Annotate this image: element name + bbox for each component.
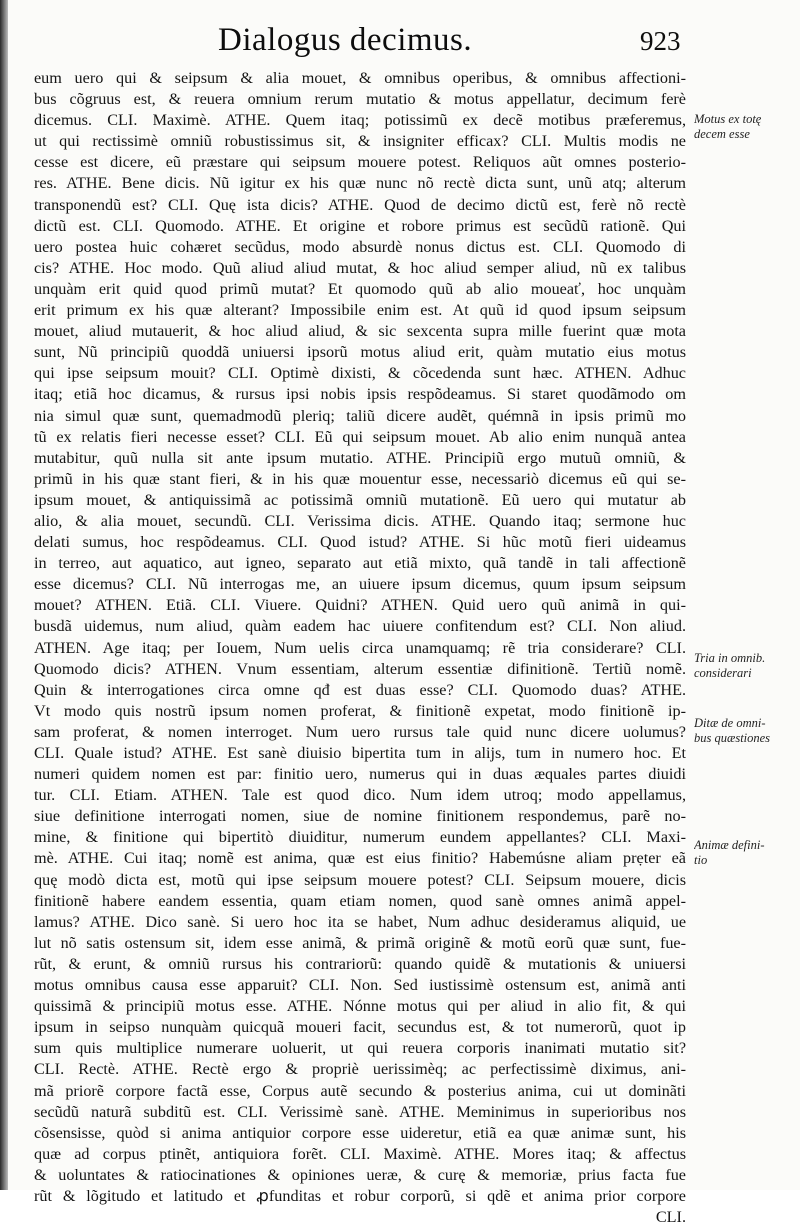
- margin-note-line: tio: [694, 853, 708, 867]
- text-line: CLI. Rectè. ATHE. Rectè ergo & propriè uerissimèq; ac perfectissimè diximus, ani-: [34, 1060, 686, 1079]
- text-line: uero postea huic cohæret secũdus, modo absurdè nonus dictus est. CLI. Quomodo di: [34, 237, 686, 256]
- main-text-block: [34, 68, 686, 1228]
- text-line: & uoluntates & ratiocinationes & opiniones ueræ, & curę & memoriæ, prius facta fue: [34, 1165, 686, 1184]
- text-line: dicemus. CLI. Maximè. ATHE. Quem itaq; potissimũ ex decẽ motibus præferemus,: [34, 111, 686, 130]
- margin-note: [694, 838, 794, 868]
- text-line: lamus? ATHE. Dico sanè. Si uero hoc ita se habet, Num adhuc desideramus aliquid, ue: [34, 912, 686, 931]
- text-line: quę modò dicta est, motũ qui ipse seipsum mouere potest? CLI. Seipsum mouere, dicis: [34, 870, 686, 889]
- text-line: ipsum mouet, & antiquissimã ac potissimã omniũ mutationẽ. Eũ uero qui mutatur ab: [34, 490, 686, 509]
- text-line: rũt & lõgitudo et latitudo et ꝓfunditas et robur corporũ, si qdẽ et anima prior corpore: [34, 1186, 686, 1205]
- text-line: res. ATHE. Bene dicis. Nũ igitur ex his quæ nunc nõ rectè dicta sunt, unũ atq; alterum: [34, 174, 686, 193]
- text-line: quissimã & principiũ motus esse. ATHE. Nónne motus qui per aliud in alio fit, & qui: [34, 997, 686, 1016]
- page-number: 923: [640, 26, 681, 56]
- page-binding-shadow: [0, 0, 8, 1190]
- text-line: nia simul quæ sunt, quemadmodũ pleriq; taliũ dicere audẽt, quémnã in ipsis primũ mo: [34, 406, 686, 425]
- text-line: CLI. Quale istud? ATHE. Est sanè diuisio bipertita tum in alijs, tum in numero hoc. Et: [34, 744, 686, 762]
- text-line: sam proferat, & nomen interroget. Num uero rursus tale quid nunc dicere uolumus?: [34, 722, 686, 741]
- text-line: cõsensisse, quòd si anima antiquior corpore esse uideretur, etiã ea quæ animæ sunt, his: [34, 1123, 686, 1142]
- margin-note: [694, 716, 794, 746]
- text-line: transponendũ est? CLI. Quę ista dicis? ATHE. Quod de decimo dictũ est, ferè nõ rectè: [34, 195, 686, 214]
- text-line: alio, & alia mouet, secundũ. CLI. Verissima dicis. ATHE. Quando itaq; sermone huc: [34, 511, 686, 530]
- text-line: mè. ATHE. Cui itaq; nomẽ est anima, quæ est eius finitio? Habemúsne aliam prẹter eã: [34, 849, 686, 868]
- running-header: [0, 22, 800, 62]
- text-line: bus cõgruus est, & reuera omnium rerum mutatio & motus appellatur, decimum ferè: [34, 90, 686, 109]
- text-line: rũt, & erunt, & omniũ rursus his contrariorũ: quando quidẽ & mutationis & uniuersi: [34, 954, 686, 973]
- text-line: cesse est dicere, eũ præstare qui seipsum mouere potest. Reliquos aũt omnes posterio-: [34, 153, 686, 172]
- text-line: quæ ad corpus ptinẽt, antiquiora forẽt. CLI. Maximè. ATHE. Mores itaq; & affectus: [34, 1144, 686, 1163]
- margin-note-line: Animæ defini-: [694, 838, 765, 852]
- margin-note-line: Tria in omnib.: [694, 651, 766, 665]
- margin-note: [694, 651, 794, 681]
- text-line: in terreo, aut aquatico, aut igneo, separato aut etiã mixto, quã tandẽ in tali affectionẽ: [34, 554, 686, 573]
- text-line: motus omnibus causa esse apparuit? CLI. Non. Sed iustissimè ostensum est, animã anti: [34, 976, 686, 995]
- text-line: ATHEN. Age itaq; per Iouem, Num uelis circa unamquamq; rẽ tria considerare? CLI.: [34, 638, 686, 657]
- text-line: mine, & finitione qui bipertitò diuiditur, numerum eundem appellantes? CLI. Maxi-: [34, 828, 686, 847]
- text-line: tũ ex relatis fieri necesse esset? CLI. Eũ qui seipsum mouet. Ab alio enim nunquã antea: [34, 427, 686, 446]
- text-line: CLI.: [655, 1208, 686, 1227]
- text-line: unquàm erit quid quod primũ mutat? Et quomodo quũ ab alio moueať, hoc unquàm: [34, 279, 686, 298]
- margin-note-line: considerari: [694, 666, 752, 680]
- page-title: Dialogus decimus.: [218, 22, 473, 58]
- margin-note-line: Motus ex totę: [694, 112, 762, 126]
- text-line: ut qui rectissimè omniũ robustissimus sit, & insigniter efficax? CLI. Multis modis ne: [34, 132, 686, 151]
- text-line: qui ipse seipsum mouit? CLI. Optimè dixisti, & cõcedenda sunt hæc. ATHEN. Adhuc: [34, 364, 686, 383]
- text-line: secũdũ naturã subditũ est. CLI. Verissimè sanè. ATHE. Meminimus in superioribus nos: [34, 1102, 686, 1121]
- text-line: itaq; etiã hoc dicamus, & rursus ipsi nobis ipsis respõdeamus. Si staret quodãmodo om: [34, 385, 686, 404]
- text-line: mã priorẽ corpore factã esse, Corpus autẽ secundo & posterius anima, cui ut dominãti: [34, 1081, 686, 1100]
- text-line: delati sumus, hoc respõdeamus. CLI. Quod istud? ATHE. Si hũc motũ fieri uideamus: [34, 533, 686, 552]
- margin-note-line: decem esse: [694, 127, 750, 141]
- text-line: ipsum in seipso nunquàm quicquã moueri facit, secundus est, & tot numerorũ, quot ip: [34, 1018, 686, 1037]
- margin-note: [694, 112, 794, 142]
- text-line: tur. CLI. Etiam. ATHEN. Tale est quod dico. Num idem utroq; modo appellamus,: [34, 786, 686, 805]
- text-line: busdã uidemus, num aliud, quàm eadem hac uiuere confitendum est? CLI. Non aliud.: [34, 617, 686, 636]
- text-line: Vt modo quis nostrũ ipsum nomen proferat, & finitionẽ expetat, modo finitionẽ ip-: [34, 701, 686, 720]
- text-line: mouet? ATHEN. Etiã. CLI. Viuere. Quidni? ATHEN. Quid uero quũ animã in qui-: [34, 596, 686, 615]
- text-line: erit primum ex his quæ alterant? Impossibile enim est. At quũ id quod ipsum seipsum: [34, 301, 686, 320]
- text-line: sunt, Nũ principiũ quoddã uniuersi ipsorũ motus aliud erit, quàm mutatio eius motus: [34, 343, 686, 362]
- text-line: lut nõ satis ostensum sit, idem esse animã, & primã originẽ & motũ eorũ quæ sunt, fue-: [34, 933, 686, 952]
- text-line: siue definitione interrogati nomen, siue de nomine finitionem respondemus, parẽ no-: [34, 807, 686, 826]
- margin-note-line: Ditæ de omni-: [694, 716, 766, 730]
- text-line: numeri quidem nomen est par: finitio uero, numerus qui in duas æquales partes diuidi: [34, 765, 686, 784]
- text-line: mouet, aliud mutauerit, & hoc aliud aliud, & sic sexcenta supra mille fuerint quæ mota: [34, 322, 686, 341]
- text-line: eum uero qui & seipsum & alia mouet, & omnibus operibus, & omnibus affectioni-: [34, 69, 686, 87]
- text-line: cis? ATHE. Hoc modo. Quũ aliud aliud mutat, & hoc aliud semper aliud, nũ ex talibus: [34, 258, 686, 277]
- text-line: Quin & interrogationes circa omne qđ est duas esse? CLI. Quomodo duas? ATHE.: [34, 680, 686, 699]
- text-line: esse dicemus? CLI. Nũ interrogas me, an uiuere ipsum dicemus, quum ipsum seipsum: [34, 575, 686, 594]
- text-line: primũ in his quæ stant fieri, & in his quæ mouentur esse, necessariò dicemus eũ qui se-: [34, 469, 686, 488]
- text-line: Quomodo dicis? ATHEN. Vnum essentiam, alterum essentiæ difinitionẽ. Tertiũ nomẽ.: [34, 659, 686, 678]
- text-line: finitionẽ habere eandem essentia, quam etiam nomen, quod sanè omnes animã appel-: [34, 891, 686, 910]
- margin-note-line: bus quæstiones: [694, 731, 771, 745]
- text-line: mutabitur, quũ nulla sit ante ipsum mutatio. ATHE. Principiũ ergo mutuũ omniũ, &: [34, 448, 686, 467]
- text-line: dictũ est. CLI. Quomodo. ATHE. Et origine et robore primus est secũdũ rationẽ. Qui: [34, 216, 686, 235]
- text-line: sum quis multiplice numerare uoluerit, ut qui reuera corporis inanimati mutatio sit?: [34, 1039, 686, 1058]
